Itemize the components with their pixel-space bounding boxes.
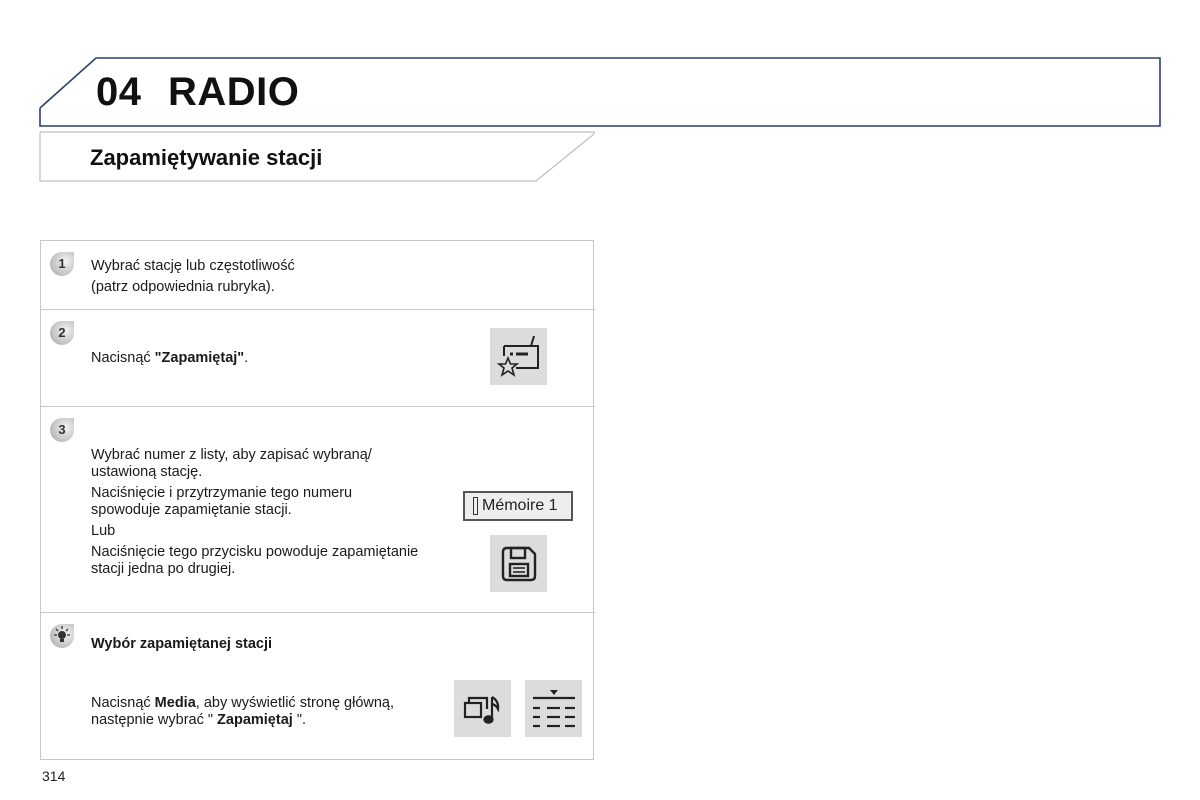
- step-badge: [48, 622, 76, 650]
- step-2: [41, 310, 595, 407]
- preset-slot-icon: [473, 497, 478, 515]
- step-paragraph: Wybrać numer z listy, aby zapisać wybraną/ ustawioną stację.: [91, 447, 372, 480]
- step-tip: [41, 613, 595, 761]
- tip-line-2-bold: Zapamiętaj: [217, 712, 293, 728]
- tip-line-1-bold: Media: [154, 695, 196, 711]
- tip-line-2: [91, 712, 451, 729]
- tip-line-1-prefix: Nacisnąć: [91, 695, 155, 711]
- steps-panel: [40, 240, 594, 760]
- step-text-bold: "Zapamiętaj": [154, 350, 245, 366]
- lightbulb-icon: [48, 622, 76, 650]
- save-icon[interactable]: [490, 535, 547, 592]
- tip-line-1-suffix: , aby wyświetlić stronę główną,: [195, 695, 395, 711]
- media-icon[interactable]: [454, 680, 511, 737]
- memory-preset-label: Mémoire 1: [482, 497, 558, 514]
- tip-text: [91, 695, 451, 729]
- step-paragraph: Naciśnięcie tego przycisku powoduje zapamiętanie stacji jedna po drugiej.: [91, 544, 419, 577]
- tip-heading: Wybór zapamiętanej stacji: [91, 636, 273, 652]
- step-number: 1: [58, 256, 66, 271]
- step-text: [91, 258, 295, 296]
- step-text-prefix: Nacisnąć: [91, 350, 155, 366]
- step-3: [41, 407, 595, 613]
- step-1: [41, 241, 595, 310]
- step-text: [91, 350, 248, 367]
- chapter-title: RADIO: [168, 70, 300, 114]
- step-badge: [48, 250, 76, 278]
- step-paragraph: Naciśnięcie i przytrzymanie tego numeru spowoduje zapamiętanie stacji.: [91, 485, 353, 518]
- step-line: (patrz odpowiednia rubryka).: [91, 279, 275, 295]
- step-number: 3: [58, 422, 66, 437]
- radio-star-icon[interactable]: [490, 328, 547, 385]
- chapter-number: 04: [96, 70, 142, 114]
- step-line: Wybrać stację lub częstotliwość: [91, 258, 295, 274]
- step-badge: [48, 416, 76, 444]
- step-text-suffix: .: [244, 350, 249, 366]
- memory-preset-button[interactable]: [463, 491, 573, 521]
- page-number: 314: [42, 768, 66, 784]
- step-paragraph: Lub: [91, 523, 116, 539]
- tip-line-2-suffix: ".: [292, 712, 307, 728]
- list-menu-icon[interactable]: [525, 680, 582, 737]
- step-text: [91, 447, 421, 578]
- step-badge: [48, 319, 76, 347]
- step-number: 2: [58, 325, 66, 340]
- tip-line-2-prefix: następnie wybrać ": [91, 712, 218, 728]
- tip-line-1: [91, 695, 451, 712]
- section-title: Zapamiętywanie stacji: [90, 145, 323, 170]
